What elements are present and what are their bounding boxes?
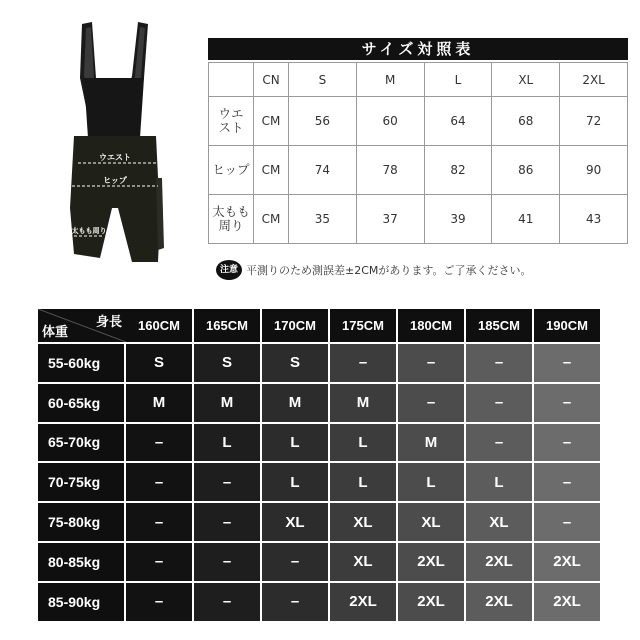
header-cell-empty [209, 63, 254, 97]
size-recommendation-cell: – [194, 583, 260, 621]
height-weight-chart [38, 309, 602, 621]
size-recommendation-cell: – [398, 384, 464, 422]
size-recommendation-cell: – [534, 424, 600, 462]
weight-axis-label: 体重 [42, 325, 69, 340]
caution-badge: 注意 [216, 260, 242, 280]
size-recommendation-cell: 2XL [466, 543, 532, 581]
size-recommendation-cell: – [534, 463, 600, 501]
header-cell-m: M [356, 63, 424, 97]
size-recommendation-cell: 2XL [466, 583, 532, 621]
size-recommendation-cell: M [126, 384, 192, 422]
table-cell: 60 [356, 97, 424, 146]
weight-row-label: 70-75kg [38, 463, 124, 501]
table-cell: 72 [560, 97, 628, 146]
size-recommendation-cell: – [398, 344, 464, 382]
header-cell-2xl: 2XL [560, 63, 628, 97]
size-recommendation-cell: L [262, 463, 328, 501]
size-recommendation-cell: – [126, 463, 192, 501]
table-cell: 56 [289, 97, 357, 146]
size-recommendation-cell: XL [466, 503, 532, 541]
size-table-title: サイズ対照表 [208, 38, 628, 60]
size-recommendation-cell: – [126, 424, 192, 462]
height-header-cell: 175CM [330, 309, 396, 342]
header-cell-s: S [289, 63, 357, 97]
size-table [208, 62, 628, 244]
table-row-hip [209, 146, 628, 195]
size-recommendation-cell: – [466, 424, 532, 462]
size-recommendation-cell: M [262, 384, 328, 422]
size-recommendation-cell: XL [330, 503, 396, 541]
size-recommendation-cell: – [534, 344, 600, 382]
hip-label: ヒップ [103, 176, 127, 185]
size-recommendation-cell: – [194, 463, 260, 501]
weight-row-label: 55-60kg [38, 344, 124, 382]
height-header-cell: 160CM [126, 309, 192, 342]
table-cell: 90 [560, 146, 628, 195]
weight-row-label: 75-80kg [38, 503, 124, 541]
size-recommendation-cell: S [262, 344, 328, 382]
size-recommendation-cell: M [194, 384, 260, 422]
row-label-waist: ウエ スト [209, 97, 254, 146]
height-header-cell: 185CM [466, 309, 532, 342]
size-recommendation-cell: – [126, 503, 192, 541]
weight-row-label: 65-70kg [38, 424, 124, 462]
weight-row-label: 60-65kg [38, 384, 124, 422]
size-recommendation-cell: 2XL [534, 543, 600, 581]
table-cell: 78 [356, 146, 424, 195]
size-recommendation-cell: XL [398, 503, 464, 541]
size-recommendation-cell: – [534, 384, 600, 422]
size-recommendation-cell: S [126, 344, 192, 382]
size-recommendation-cell: 2XL [398, 543, 464, 581]
height-header-cell: 170CM [262, 309, 328, 342]
size-recommendation-cell: L [262, 424, 328, 462]
header-cell-l: L [424, 63, 492, 97]
row-unit: CM [254, 146, 289, 195]
table-row-thigh [209, 195, 628, 244]
table-cell: 37 [356, 195, 424, 244]
size-recommendation-cell: – [534, 503, 600, 541]
size-recommendation-cell: – [466, 344, 532, 382]
chart-corner [38, 309, 126, 342]
size-recommendation-cell: S [194, 344, 260, 382]
size-recommendation-cell: L [398, 463, 464, 501]
size-recommendation-cell: M [398, 424, 464, 462]
row-label-thigh: 太もも 周り [209, 195, 254, 244]
size-recommendation-cell: L [194, 424, 260, 462]
table-cell: 43 [560, 195, 628, 244]
size-table-header [209, 63, 628, 97]
row-unit: CM [254, 97, 289, 146]
bib-shorts-illustration [60, 18, 180, 268]
size-recommendation-cell: 2XL [330, 583, 396, 621]
size-recommendation-cell: L [330, 463, 396, 501]
size-recommendation-cell: – [262, 543, 328, 581]
height-header-cell: 190CM [534, 309, 600, 342]
table-row-waist [209, 97, 628, 146]
row-unit: CM [254, 195, 289, 244]
table-cell: 35 [289, 195, 357, 244]
table-cell: 39 [424, 195, 492, 244]
header-cell-xl: XL [492, 63, 560, 97]
table-cell: 41 [492, 195, 560, 244]
weight-row-label: 80-85kg [38, 543, 124, 581]
size-recommendation-cell: – [262, 583, 328, 621]
size-recommendation-cell: 2XL [534, 583, 600, 621]
size-recommendation-cell: XL [262, 503, 328, 541]
table-cell: 86 [492, 146, 560, 195]
note-text: 平測りのため測誤差±2CMがあります。ご了承ください。 [246, 264, 532, 277]
height-header-cell: 180CM [398, 309, 464, 342]
header-cell-cn: CN [254, 63, 289, 97]
table-cell: 82 [424, 146, 492, 195]
height-header-cell: 165CM [194, 309, 260, 342]
table-cell: 68 [492, 97, 560, 146]
table-cell: 64 [424, 97, 492, 146]
size-recommendation-cell: – [330, 344, 396, 382]
size-recommendation-cell: – [126, 583, 192, 621]
size-recommendation-cell: – [194, 503, 260, 541]
size-recommendation-cell: L [466, 463, 532, 501]
row-label-hip: ヒップ [209, 146, 254, 195]
thigh-label: 太もも周り [71, 227, 107, 235]
size-recommendation-cell: XL [330, 543, 396, 581]
size-recommendation-cell: – [466, 384, 532, 422]
weight-row-label: 85-90kg [38, 583, 124, 621]
height-axis-label: 身長 [95, 315, 122, 330]
size-recommendation-cell: – [194, 543, 260, 581]
table-cell: 74 [289, 146, 357, 195]
measurement-note [216, 260, 626, 280]
waist-label: ウエスト [99, 153, 131, 162]
size-recommendation-cell: – [126, 543, 192, 581]
size-recommendation-cell: 2XL [398, 583, 464, 621]
size-recommendation-cell: L [330, 424, 396, 462]
size-recommendation-cell: M [330, 384, 396, 422]
